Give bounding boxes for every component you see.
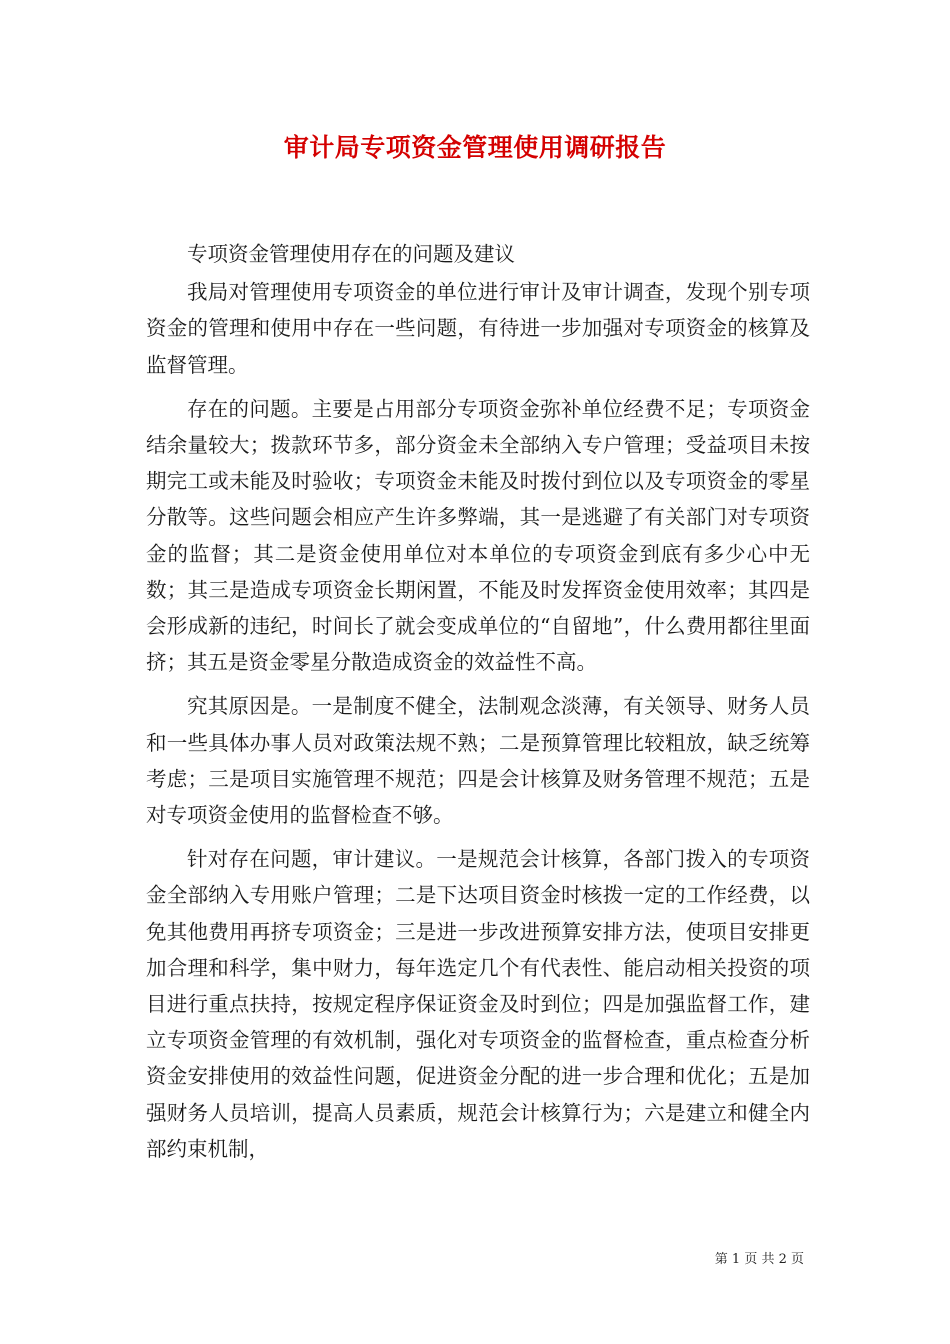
- paragraph-problems: 存在的问题。主要是占用部分专项资金弥补单位经费不足；专项资金结余量较大；拨款环节多，部分资金未全部纳入专户管理；受益项目未按期完工或未能及时验收；专项资金未能及时拨付到位以及专项资金的零星分散等。这些问题会相应产生许多弊端，其一是逃避了有关部门对专项资金的监督；其二是资金使用单位对本单位的专项资金到底有多少心中无数；其三是造成专项资金长期闲置，不能及时发挥资金使用效率；其四是会形成新的违纪，时间长了就会变成单位的“自留地”，什么费用都往里面挤；其五是资金零星分散造成资金的效益性不高。: [146, 396, 810, 675]
- paragraph-intro: 我局对管理使用专项资金的单位进行审计及审计调查，发现个别专项资金的管理和使用中存在一些问题，有待进一步加强对专项资金的核算及监督管理。: [146, 280, 810, 377]
- paragraph-suggestions: 针对存在问题，审计建议。一是规范会计核算，各部门拨入的专项资金全部纳入专用账户管理；二是下达项目资金时核拨一定的工作经费，以免其他费用再挤专项资金；三是进一步改进预算安排方法，使项目安排更加合理和科学，集中财力，每年选定几个有代表性、能启动相关投资的项目进行重点扶持，按规定程序保证资金及时到位；四是加强监督工作，建立专项资金管理的有效机制，强化对专项资金的监督检查，重点检查分析资金安排使用的效益性问题，促进资金分配的进一步合理和优化；五是加强财务人员培训，提高人员素质，规范会计核算行为；六是建立和健全内部约束机制，: [146, 847, 810, 1161]
- document-title: 审计局专项资金管理使用调研报告: [283, 133, 667, 162]
- paragraph-causes: 究其原因是。一是制度不健全，法制观念淡薄，有关领导、财务人员和一些具体办事人员对政策法规不熟；二是预算管理比较粗放，缺乏统筹考虑；三是项目实施管理不规范；四是会计核算及财务管理不规范；五是对专项资金使用的监督检查不够。: [146, 694, 810, 828]
- document-body: [146, 236, 810, 1167]
- page-number-footer: 第 1 页 共 2 页: [714, 1252, 804, 1267]
- section-subheading: 专项资金管理使用存在的问题及建议: [187, 242, 515, 266]
